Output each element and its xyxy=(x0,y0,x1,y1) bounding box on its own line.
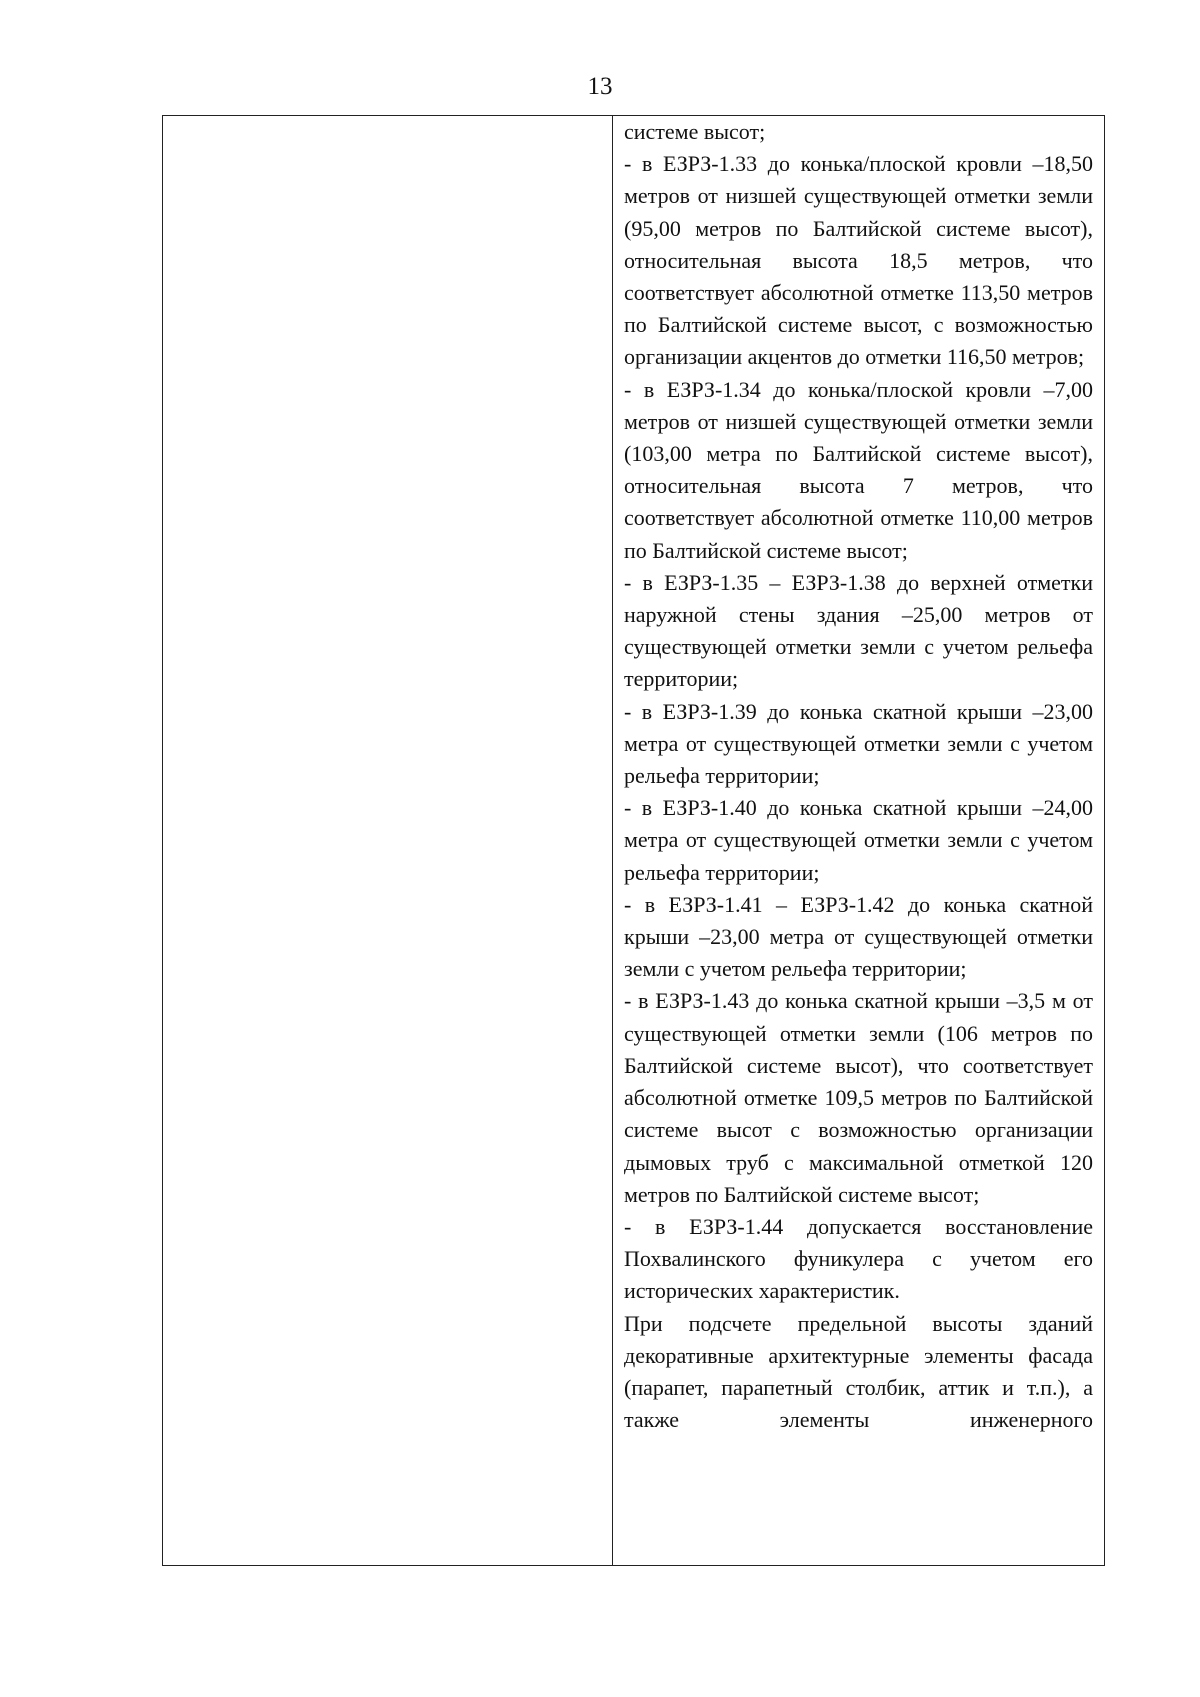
table-cell-left xyxy=(163,116,613,1565)
paragraph-height-calculation: При подсчете предельной высоты зданий декоративные архитектурные элементы фасада (парапет, парапетный столбик, аттик и т.п.), а также элементы инженерного xyxy=(624,1310,1093,1433)
document-table xyxy=(162,115,1105,1566)
paragraph-ezrz-1-35-1-38: - в ЕЗРЗ-1.35 – ЕЗРЗ-1.38 до верхней отметки наружной стены здания –25,00 метров от существующей отметки земли с учетом рельефа территории; xyxy=(624,569,1093,692)
paragraph-continuation: системе высот; xyxy=(624,119,766,144)
paragraph-ezrz-1-41-1-42: - в ЕЗРЗ-1.41 – ЕЗРЗ-1.42 до конька скатной крыши –23,00 метра от существующей отметки земли с учетом рельефа территории; xyxy=(624,891,1093,982)
paragraph-ezrz-1-39: - в ЕЗРЗ-1.39 до конька скатной крыши –23,00 метра от существующей отметки земли с учетом рельефа территории; xyxy=(624,698,1093,789)
paragraph-ezrz-1-40: - в ЕЗРЗ-1.40 до конька скатной крыши –24,00 метра от существующей отметки земли с учетом рельефа территории; xyxy=(624,795,1093,885)
paragraph-ezrz-1-44: - в ЕЗРЗ-1.44 допускается восстановление Похвалинского фуникулера с учетом его исторических характеристик. xyxy=(624,1213,1093,1304)
paragraph-ezrz-1-43: - в ЕЗРЗ-1.43 до конька скатной крыши –3,5 м от существующей отметки земли (106 метров по Балтийской системе высот), что соответствует абсолютной отметке 109,5 метров по Балтийской системе высот с возможностью организации дымовых труб с максимальной отметкой 120 метров по Балтийской системе высот; xyxy=(624,988,1093,1207)
table-cell-right xyxy=(613,116,1104,1565)
paragraph-ezrz-1-34: - в ЕЗРЗ-1.34 до конька/плоской кровли –7,00 метров от низшей существующей отметки земли (103,00 метра по Балтийской системе высот), относительная высота 7 метров, что соответствует абсолютной отметке 110,00 метров по Балтийской системе высот; xyxy=(624,376,1093,563)
page-number: 13 xyxy=(587,73,613,100)
paragraph-ezrz-1-33: - в ЕЗРЗ-1.33 до конька/плоской кровли –18,50 метров от низшей существующей отметки земли (95,00 метров по Балтийской системе высот), относительная высота 18,5 метров, что соответствует абсолютной отметке 113,50 метров по Балтийской системе высот, с возможностью организации акцентов до отметки 116,50 метров; xyxy=(624,151,1093,370)
